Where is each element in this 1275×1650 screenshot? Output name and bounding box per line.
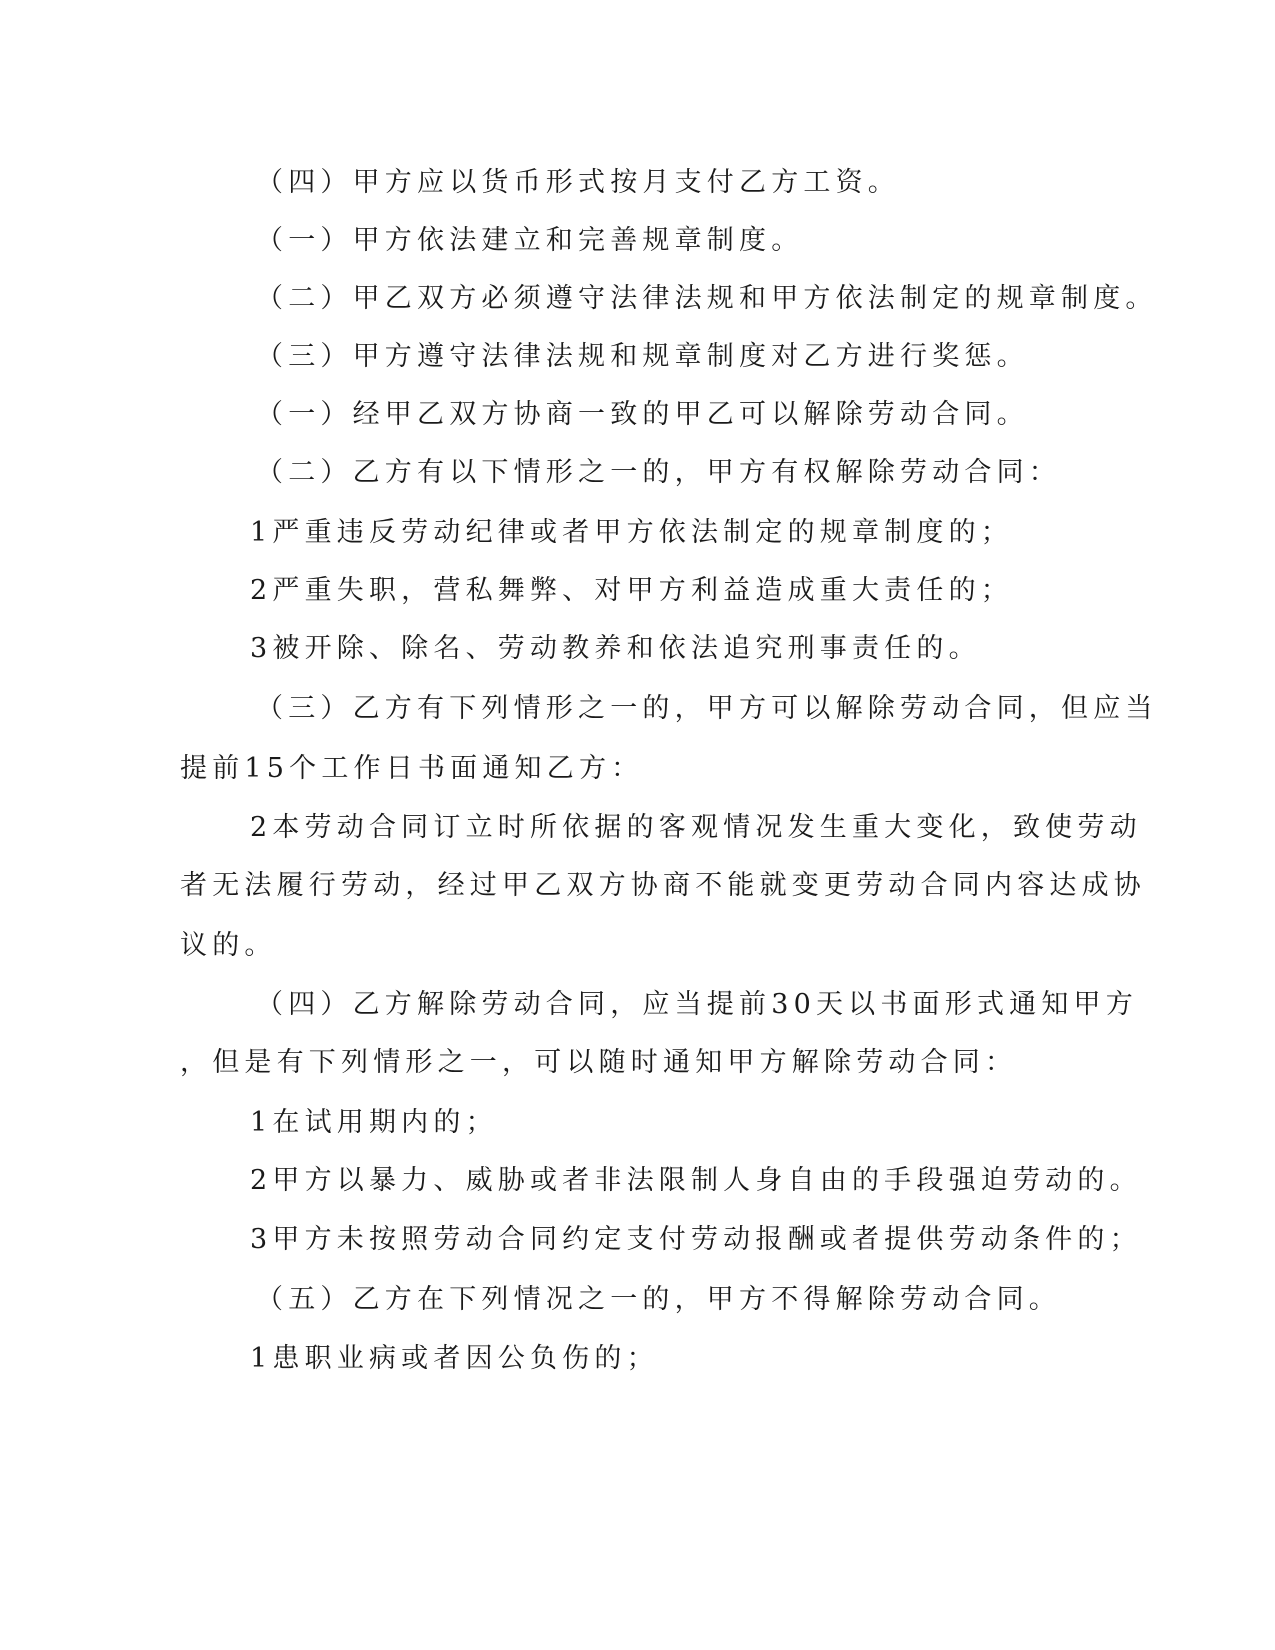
- text-line: 议的。: [180, 930, 277, 961]
- text-line: 1严重违反劳动纪律或者甲方依法制定的规章制度的；: [250, 517, 1013, 548]
- text-line: 者无法履行劳动，经过甲乙双方协商不能就变更劳动合同内容达成协: [180, 870, 1146, 901]
- text-line: （四）甲方应以货币形式按月支付乙方工资。: [256, 167, 900, 198]
- text-line: 1在试用期内的；: [250, 1107, 498, 1138]
- text-line: （四）乙方解除劳动合同，应当提前30天以书面形式通知甲方: [256, 989, 1138, 1020]
- text-line: （三）甲方遵守法律法规和规章制度对乙方进行奖惩。: [256, 341, 1029, 372]
- text-line: 2严重失职，营私舞弊、对甲方利益造成重大责任的；: [250, 575, 1013, 606]
- text-line: 3被开除、除名、劳动教养和依法追究刑事责任的。: [250, 633, 981, 664]
- text-line: 1患职业病或者因公负伤的；: [250, 1343, 659, 1374]
- text-line: （五）乙方在下列情况之一的，甲方不得解除劳动合同。: [256, 1284, 1061, 1315]
- text-line: 3甲方未按照劳动合同约定支付劳动报酬或者提供劳动条件的；: [250, 1224, 1142, 1255]
- text-line: （二）乙方有以下情形之一的，甲方有权解除劳动合同：: [256, 457, 1061, 488]
- text-line: 2甲方以暴力、威胁或者非法限制人身自由的手段强迫劳动的。: [250, 1165, 1142, 1196]
- text-line: （二）甲乙双方必须遵守法律法规和甲方依法制定的规章制度。: [256, 283, 1158, 314]
- text-line: 提前15个工作日书面通知乙方：: [180, 753, 644, 784]
- text-line: （一）甲方依法建立和完善规章制度。: [256, 225, 804, 256]
- text-line: ，但是有下列情形之一，可以随时通知甲方解除劳动合同：: [180, 1047, 1018, 1078]
- text-line: 2本劳动合同订立时所依据的客观情况发生重大变化，致使劳动: [250, 812, 1142, 843]
- text-line: （三）乙方有下列情形之一的，甲方可以解除劳动合同，但应当: [256, 693, 1158, 724]
- text-line: （一）经甲乙双方协商一致的甲乙可以解除劳动合同。: [256, 399, 1029, 430]
